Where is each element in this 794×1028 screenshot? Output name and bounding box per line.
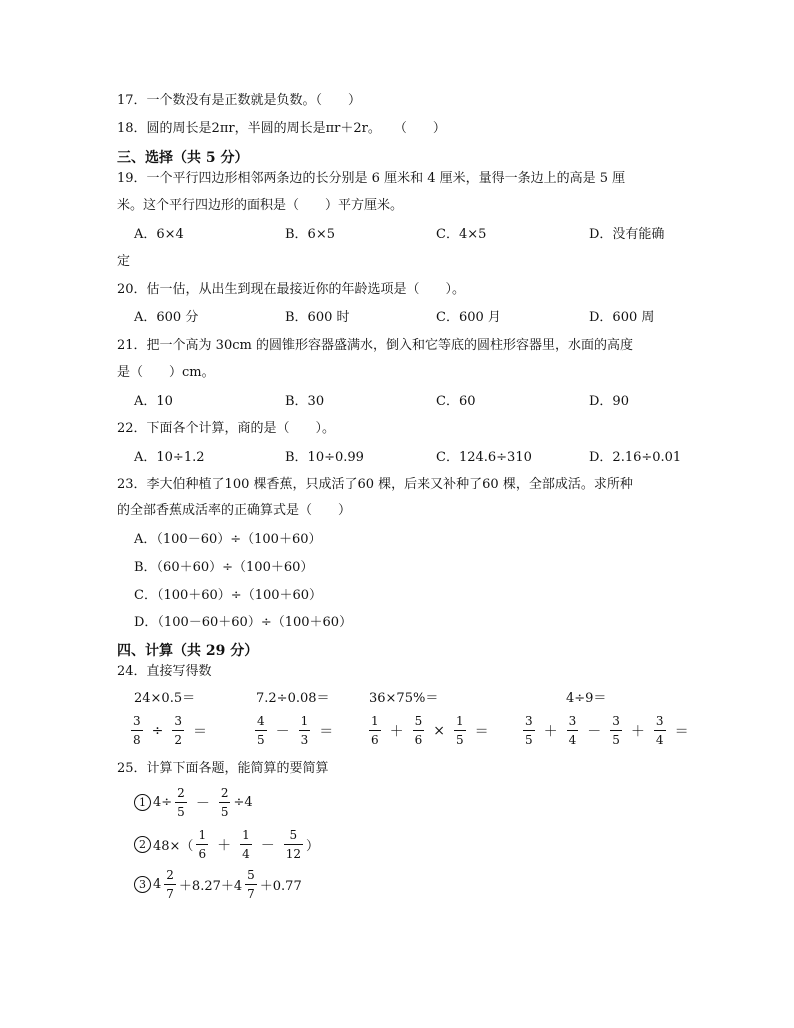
question-23-line-1: 23．李大伯种植了100 棵香蕉，只成活了60 棵，后来又补种了60 棵，全部成活。求所种: [117, 477, 633, 492]
fraction: $\frac{2}{5}$: [220, 786, 229, 819]
q24-expr-3: 36×75%＝: [369, 691, 439, 706]
section-3-heading: 三、选择（共 5 分）: [117, 150, 249, 166]
fraction: $\frac{3}{2}$: [174, 714, 183, 747]
q19-option-d-wrap: 定: [117, 254, 131, 269]
q25-item-1: 1 4÷ $\frac{2}{5}$ － $\frac{2}{5}$ ÷4: [134, 786, 253, 819]
fraction: $\frac{1}{6}$: [198, 828, 207, 861]
fraction: $\frac{5}{6}$: [414, 714, 423, 747]
fraction: $\frac{3}{4}$: [568, 714, 577, 747]
question-24: 24．直接写得数: [117, 664, 212, 679]
q20-option-b: B．600 时: [285, 310, 350, 325]
q19-option-b: B．6×5: [285, 227, 335, 242]
fraction: $\frac{3}{5}$: [525, 714, 533, 747]
q23-option-d: D．（100－60＋60）÷（100＋60）: [134, 615, 353, 630]
q19-option-a: A．6×4: [134, 227, 184, 242]
q25-item-2: 2 48×（ $\frac{1}{6}$ ＋ $\frac{1}{4}$ － $\frac{5}{12}$ ）: [134, 828, 319, 861]
q23-option-a: A．（100－60）÷（100＋60）: [134, 532, 322, 547]
fraction: $\frac{2}{5}$: [177, 786, 185, 819]
fraction: $\frac{3}{4}$: [655, 714, 664, 747]
fraction: $\frac{1}{3}$: [300, 714, 309, 747]
q19-option-d: D．没有能确: [589, 227, 665, 242]
q23-option-b: B．（60＋60）÷（100＋60）: [134, 560, 314, 575]
q21-option-b: B．30: [285, 394, 325, 409]
question-20: 20．估一估，从出生到现在最接近你的年龄选项是（ ）。: [117, 282, 466, 297]
q25-item-3: 3 4 $\frac{2}{7}$ ＋8.27＋4 $\frac{5}{7}$ ＋0.77: [134, 868, 302, 901]
circled-number-3: 3: [134, 876, 151, 893]
fraction: $\frac{2}{7}$: [166, 868, 174, 901]
circled-number-2: 2: [134, 836, 151, 853]
question-21-line-1: 21．把一个高为 30cm 的圆锥形容器盛满水，倒入和它等底的圆柱形容器里，水面的高度: [117, 338, 633, 353]
q21-option-a: A．10: [134, 394, 173, 409]
q24-frac-expr-3: $\frac{1}{6}$ ＋ $\frac{5}{6}$ × $\frac{1}{5}$ ＝: [371, 714, 489, 747]
fraction: $\frac{4}{5}$: [257, 714, 265, 747]
question-19-line-2: 米。这个平行四边形的面积是（ ）平方厘米。: [117, 198, 404, 213]
q20-option-c: C．600 月: [436, 310, 501, 325]
q22-option-c: C．124.6÷310: [436, 450, 532, 465]
q22-option-b: B．10÷0.99: [285, 450, 364, 465]
q24-expr-2: 7.2÷0.08＝: [256, 691, 330, 706]
fraction: $\frac{5}{12}$: [285, 828, 301, 861]
q24-expr-1: 24×0.5＝: [134, 691, 196, 706]
q24-frac-expr-1: $\frac{3}{8}$ ÷ $\frac{3}{2}$ ＝: [133, 714, 208, 747]
q19-option-c: C．4×5: [436, 227, 487, 242]
section-4-heading: 四、计算（共 29 分）: [117, 643, 259, 659]
q24-frac-expr-4: $\frac{3}{5}$ ＋ $\frac{3}{4}$ － $\frac{3}{5}$ ＋ $\frac{3}{4}$ ＝: [525, 714, 689, 747]
question-18: 18．圆的周长是2πr，半圆的周长是πr＋2r。 （ ）: [117, 121, 446, 136]
q20-option-a: A．600 分: [134, 310, 199, 325]
circled-number-1: 1: [134, 794, 151, 811]
fraction: $\frac{3}{5}$: [612, 714, 620, 747]
question-22: 22．下面各个计算，商的是（ ）。: [117, 421, 336, 436]
question-21-line-2: 是（ ）cm。: [117, 365, 215, 380]
q24-frac-expr-2: $\frac{4}{5}$ － $\frac{1}{3}$ ＝: [257, 714, 334, 747]
question-19-line-1: 19．一个平行四边形相邻两条边的长分别是 6 厘米和 4 厘米，量得一条边上的高是 5 厘: [117, 171, 626, 186]
fraction: $\frac{5}{7}$: [247, 868, 255, 901]
q20-option-d: D．600 周: [589, 310, 655, 325]
q23-option-c: C．（100＋60）÷（100＋60）: [134, 588, 323, 603]
q21-option-c: C．60: [436, 394, 476, 409]
q24-expr-4: 4÷9＝: [566, 691, 607, 706]
question-25: 25．计算下面各题，能简算的要简算: [117, 761, 329, 776]
question-17: 17．一个数没有是正数就是负数。（ ）: [117, 93, 362, 108]
q21-option-d: D．90: [589, 394, 629, 409]
fraction: $\frac{1}{5}$: [456, 714, 464, 747]
fraction: $\frac{1}{6}$: [371, 714, 379, 747]
fraction: $\frac{3}{8}$: [133, 714, 141, 747]
question-23-line-2: 的全部香蕉成活率的正确算式是（ ）: [117, 503, 352, 518]
q22-option-a: A．10÷1.2: [134, 450, 205, 465]
fraction: $\frac{1}{4}$: [242, 828, 250, 861]
q22-option-d: D．2.16÷0.01: [589, 450, 682, 465]
